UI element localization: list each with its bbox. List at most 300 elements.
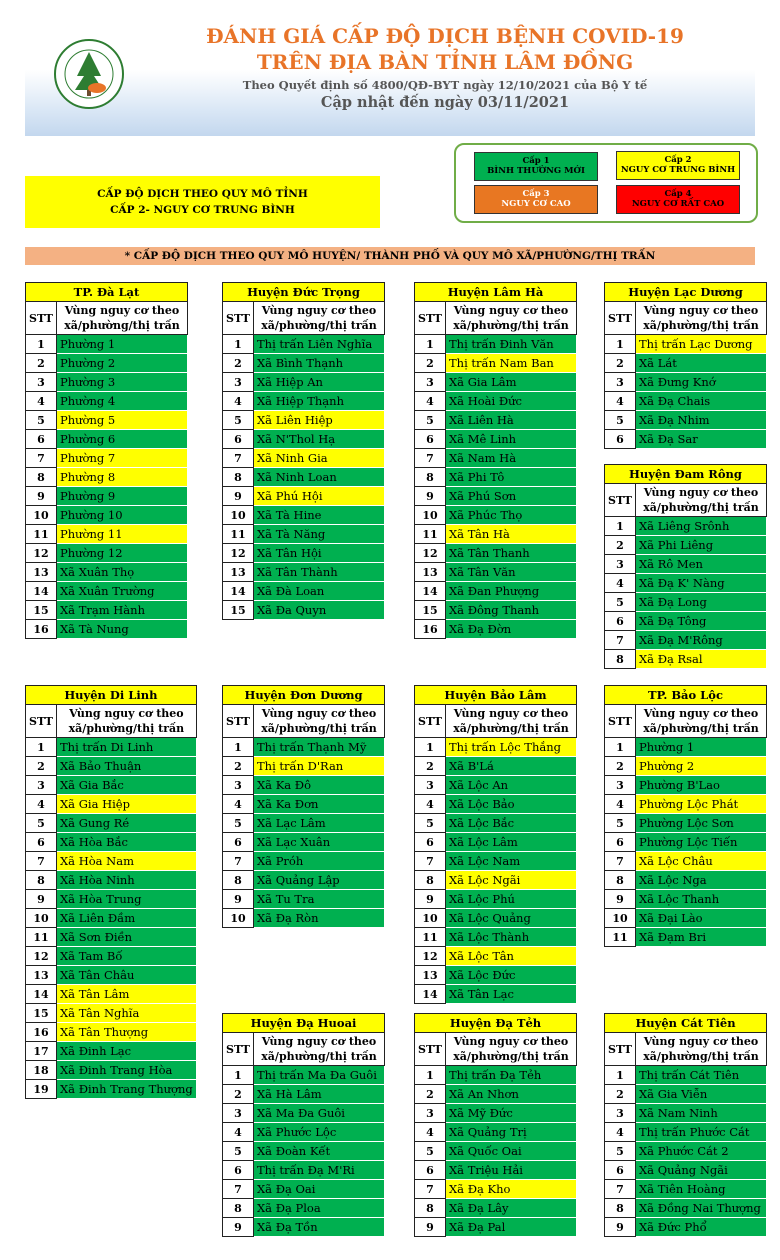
- row-number: 4: [605, 574, 636, 593]
- row-number: 1: [26, 738, 57, 757]
- commune-name: Thị trấn Ma Đa Guôi: [254, 1066, 385, 1085]
- district-name: Huyện Đạ Tẻh: [415, 1014, 577, 1033]
- row-number: 14: [223, 582, 254, 601]
- commune-name: Xã Lộc Thành: [446, 928, 577, 947]
- table-row: [415, 738, 577, 757]
- row-number: 16: [26, 620, 57, 639]
- commune-name: Phường B'Lao: [636, 776, 767, 795]
- row-number: 3: [223, 373, 254, 392]
- row-number: 11: [415, 525, 446, 544]
- district-table: [25, 282, 188, 639]
- area-header: Vùng nguy cơ theo xã/phường/thị trấn: [254, 1033, 385, 1066]
- area-header: Vùng nguy cơ theo xã/phường/thị trấn: [57, 705, 197, 738]
- commune-name: Xã Lộc Bảo: [446, 795, 577, 814]
- table-row: [223, 890, 385, 909]
- row-number: 4: [26, 795, 57, 814]
- commune-name: Phường 10: [57, 506, 188, 525]
- legend-level-3-title: Cấp 3: [522, 189, 550, 199]
- table-row: [415, 620, 577, 639]
- row-number: 9: [415, 890, 446, 909]
- commune-name: Thị trấn Thạnh Mỹ: [254, 738, 385, 757]
- row-number: 2: [605, 1085, 636, 1104]
- commune-name: Phường 5: [57, 411, 188, 430]
- table-row: [223, 738, 385, 757]
- table-row: [26, 430, 188, 449]
- table-row: [605, 335, 767, 354]
- title-line-1: ĐÁNH GIÁ CẤP ĐỘ DỊCH BỆNH COVID-19: [206, 24, 684, 48]
- commune-name: Xã Triệu Hải: [446, 1161, 577, 1180]
- commune-name: Xã Nam Ninh: [636, 1104, 767, 1123]
- commune-name: Xã Hà Lâm: [254, 1085, 385, 1104]
- table-row: [223, 1085, 385, 1104]
- commune-name: Xã Nam Hà: [446, 449, 577, 468]
- row-number: 3: [605, 776, 636, 795]
- table-row: [605, 1066, 767, 1085]
- table-row: [26, 966, 197, 985]
- row-number: 15: [26, 1004, 57, 1023]
- row-number: 7: [415, 1180, 446, 1199]
- commune-name: Xã Ninh Gia: [254, 449, 385, 468]
- table-row: [415, 947, 577, 966]
- row-number: 2: [223, 757, 254, 776]
- commune-name: Xã N'Thol Hạ: [254, 430, 385, 449]
- row-number: 13: [26, 563, 57, 582]
- commune-name: Xã Liên Đầm: [57, 909, 197, 928]
- row-number: 5: [605, 814, 636, 833]
- commune-name: Xã Quảng Ngãi: [636, 1161, 767, 1180]
- legend: [454, 143, 758, 223]
- row-number: 2: [415, 1085, 446, 1104]
- table-row: [605, 738, 767, 757]
- table-row: [415, 1066, 577, 1085]
- row-number: 8: [605, 650, 636, 669]
- legend-level-1-label: BÌNH THƯỜNG MỚI: [487, 166, 585, 176]
- table-row: [26, 890, 197, 909]
- table-row: [415, 985, 577, 1004]
- commune-name: Xã Liên Hà: [446, 411, 577, 430]
- table-row: [415, 601, 577, 620]
- table-row: [415, 757, 577, 776]
- province-level-value: CẤP 2- NGUY CƠ TRUNG BÌNH: [110, 204, 295, 216]
- table-row: [26, 487, 188, 506]
- commune-name: Xã Tân Lâm: [57, 985, 197, 1004]
- table-row: [26, 563, 188, 582]
- table-row: [26, 985, 197, 1004]
- table-row: [223, 582, 385, 601]
- table-row: [415, 563, 577, 582]
- commune-name: Xã Tân Thanh: [446, 544, 577, 563]
- table-row: [26, 373, 188, 392]
- row-number: 6: [605, 430, 636, 449]
- table-row: [223, 871, 385, 890]
- commune-name: Xã Quảng Trị: [446, 1123, 577, 1142]
- commune-name: Phường 6: [57, 430, 188, 449]
- row-number: 1: [605, 335, 636, 354]
- area-header: Vùng nguy cơ theo xã/phường/thị trấn: [636, 1033, 767, 1066]
- table-row: [223, 852, 385, 871]
- commune-name: Xã B'Lá: [446, 757, 577, 776]
- commune-name: Phường Lộc Phát: [636, 795, 767, 814]
- table-row: [26, 1042, 197, 1061]
- row-number: 11: [605, 928, 636, 947]
- commune-name: Xã Ka Đơn: [254, 795, 385, 814]
- row-number: 1: [223, 738, 254, 757]
- commune-name: Thị trấn Đạ M'Ri: [254, 1161, 385, 1180]
- commune-name: Xã Đa Quyn: [254, 601, 385, 620]
- table-row: [605, 1104, 767, 1123]
- table-row: [26, 1061, 197, 1080]
- commune-name: Xã Đà Loan: [254, 582, 385, 601]
- table-row: [223, 373, 385, 392]
- commune-name: Xã Bảo Thuận: [57, 757, 197, 776]
- table-row: [223, 909, 385, 928]
- commune-name: Thị trấn Nam Ban: [446, 354, 577, 373]
- row-number: 9: [415, 1218, 446, 1237]
- row-number: 5: [26, 411, 57, 430]
- table-row: [26, 449, 188, 468]
- row-number: 8: [415, 1199, 446, 1218]
- table-row: [223, 468, 385, 487]
- table-row: [223, 1180, 385, 1199]
- commune-name: Phường Lộc Sơn: [636, 814, 767, 833]
- commune-name: Phường 1: [57, 335, 188, 354]
- header-banner: [25, 16, 755, 136]
- row-number: 10: [605, 909, 636, 928]
- commune-name: Thị trấn Cát Tiên: [636, 1066, 767, 1085]
- district-table: [604, 1013, 767, 1237]
- commune-name: Xã Đạ K' Nàng: [636, 574, 767, 593]
- table-row: [415, 1123, 577, 1142]
- row-number: 7: [605, 852, 636, 871]
- legend-level-3-label: NGUY CƠ CAO: [501, 199, 571, 209]
- table-row: [415, 335, 577, 354]
- row-number: 2: [605, 536, 636, 555]
- stt-header: STT: [415, 302, 446, 335]
- row-number: 3: [605, 1104, 636, 1123]
- commune-name: Xã Lộc Thanh: [636, 890, 767, 909]
- commune-name: Xã Tân Châu: [57, 966, 197, 985]
- table-row: [605, 1161, 767, 1180]
- table-row: [223, 449, 385, 468]
- commune-name: Xã Đinh Trang Hòa: [57, 1061, 197, 1080]
- row-number: 2: [223, 354, 254, 373]
- commune-name: Xã Sơn Điền: [57, 928, 197, 947]
- commune-name: Phường 7: [57, 449, 188, 468]
- table-row: [26, 757, 197, 776]
- row-number: 18: [26, 1061, 57, 1080]
- district-table: [222, 685, 385, 928]
- row-number: 9: [605, 890, 636, 909]
- table-row: [605, 1218, 767, 1237]
- row-number: 3: [26, 776, 57, 795]
- row-number: 8: [223, 1199, 254, 1218]
- row-number: 10: [223, 909, 254, 928]
- row-number: 13: [26, 966, 57, 985]
- district-name: Huyện Cát Tiên: [605, 1014, 767, 1033]
- row-number: 3: [415, 776, 446, 795]
- table-row: [605, 650, 767, 669]
- table-row: [605, 776, 767, 795]
- commune-name: Xã An Nhơn: [446, 1085, 577, 1104]
- row-number: 7: [223, 1180, 254, 1199]
- row-number: 13: [415, 563, 446, 582]
- row-number: 5: [605, 411, 636, 430]
- row-number: 8: [415, 468, 446, 487]
- row-number: 6: [223, 833, 254, 852]
- commune-name: Thị trấn Phước Cát: [636, 1123, 767, 1142]
- row-number: 1: [415, 1066, 446, 1085]
- area-header: Vùng nguy cơ theo xã/phường/thị trấn: [254, 302, 385, 335]
- table-row: [415, 909, 577, 928]
- row-number: 8: [605, 871, 636, 890]
- table-row: [223, 392, 385, 411]
- district-name: Huyện Di Linh: [26, 686, 197, 705]
- commune-name: Xã Đạ Đờn: [446, 620, 577, 639]
- commune-name: Xã Lộc Quảng: [446, 909, 577, 928]
- row-number: 3: [605, 373, 636, 392]
- commune-name: Xã Quảng Lập: [254, 871, 385, 890]
- row-number: 19: [26, 1080, 57, 1099]
- row-number: 1: [605, 1066, 636, 1085]
- row-number: 4: [223, 392, 254, 411]
- row-number: 16: [415, 620, 446, 639]
- row-number: 13: [223, 563, 254, 582]
- table-row: [605, 392, 767, 411]
- district-name: Huyện Đức Trọng: [223, 283, 385, 302]
- commune-name: Xã Lộc Nga: [636, 871, 767, 890]
- commune-name: Phường 4: [57, 392, 188, 411]
- district-name: Huyện Đơn Dương: [223, 686, 385, 705]
- commune-name: Xã Hòa Ninh: [57, 871, 197, 890]
- table-row: [415, 544, 577, 563]
- stt-header: STT: [415, 1033, 446, 1066]
- commune-name: Xã Đạ Sar: [636, 430, 767, 449]
- row-number: 10: [26, 506, 57, 525]
- commune-name: Xã Phi Tô: [446, 468, 577, 487]
- row-number: 9: [605, 1218, 636, 1237]
- table-row: [605, 928, 767, 947]
- table-row: [415, 776, 577, 795]
- legend-level-2-label: NGUY CƠ TRUNG BÌNH: [620, 165, 736, 175]
- table-row: [26, 738, 197, 757]
- table-row: [605, 574, 767, 593]
- district-name: Huyện Lạc Dương: [605, 283, 767, 302]
- table-row: [415, 795, 577, 814]
- commune-name: Xã Lộc An: [446, 776, 577, 795]
- commune-name: Xã Próh: [254, 852, 385, 871]
- row-number: 11: [26, 928, 57, 947]
- stt-header: STT: [605, 484, 636, 517]
- commune-name: Phường 3: [57, 373, 188, 392]
- table-row: [26, 871, 197, 890]
- section-banner: * CẤP ĐỘ DỊCH THEO QUY MÔ HUYỆN/ THÀNH PHỐ VÀ QUY MÔ XÃ/PHƯỜNG/THỊ TRẤN: [25, 247, 755, 265]
- commune-name: Thị trấn Đinh Văn: [446, 335, 577, 354]
- row-number: 12: [415, 947, 446, 966]
- row-number: 9: [415, 487, 446, 506]
- commune-name: Xã Gung Ré: [57, 814, 197, 833]
- row-number: 2: [26, 354, 57, 373]
- table-row: [223, 525, 385, 544]
- commune-name: Xã Ka Đô: [254, 776, 385, 795]
- table-row: [415, 928, 577, 947]
- row-number: 6: [415, 833, 446, 852]
- district-name: Huyện Đạ Huoai: [223, 1014, 385, 1033]
- table-row: [26, 506, 188, 525]
- table-row: [26, 411, 188, 430]
- commune-name: Thị trấn Đạ Tẻh: [446, 1066, 577, 1085]
- district-table: [414, 282, 577, 639]
- row-number: 5: [605, 593, 636, 612]
- commune-name: Xã Tân Hội: [254, 544, 385, 563]
- province-level-title: CẤP ĐỘ DỊCH THEO QUY MÔ TỈNH: [97, 188, 308, 200]
- table-row: [605, 1142, 767, 1161]
- table-row: [26, 795, 197, 814]
- row-number: 2: [415, 354, 446, 373]
- table-row: [415, 852, 577, 871]
- commune-name: Xã Đạ Pal: [446, 1218, 577, 1237]
- row-number: 6: [223, 1161, 254, 1180]
- table-row: [223, 487, 385, 506]
- commune-name: Xã Lạc Lâm: [254, 814, 385, 833]
- row-number: 4: [415, 1123, 446, 1142]
- commune-name: Phường 2: [57, 354, 188, 373]
- row-number: 6: [605, 833, 636, 852]
- commune-name: Xã Lạc Xuân: [254, 833, 385, 852]
- commune-name: Xã Mê Linh: [446, 430, 577, 449]
- commune-name: Xã Gia Lâm: [446, 373, 577, 392]
- row-number: 10: [26, 909, 57, 928]
- commune-name: Phường 8: [57, 468, 188, 487]
- commune-name: Xã Phước Cát 2: [636, 1142, 767, 1161]
- table-row: [605, 1085, 767, 1104]
- row-number: 3: [415, 373, 446, 392]
- table-row: [223, 757, 385, 776]
- area-header: Vùng nguy cơ theo xã/phường/thị trấn: [636, 705, 767, 738]
- commune-name: Xã Đạ Oai: [254, 1180, 385, 1199]
- province-level-box: [25, 176, 380, 228]
- table-row: [605, 555, 767, 574]
- row-number: 8: [223, 871, 254, 890]
- district-table: [604, 685, 767, 947]
- table-row: [605, 1123, 767, 1142]
- table-row: [415, 833, 577, 852]
- row-number: 15: [415, 601, 446, 620]
- legend-level-2-title: Cấp 2: [664, 155, 692, 165]
- table-row: [415, 1218, 577, 1237]
- row-number: 2: [223, 1085, 254, 1104]
- table-row: [605, 909, 767, 928]
- area-header: Vùng nguy cơ theo xã/phường/thị trấn: [636, 484, 767, 517]
- table-row: [415, 468, 577, 487]
- table-row: [223, 354, 385, 373]
- district-table: [222, 1013, 385, 1237]
- commune-name: Xã Lộc Bắc: [446, 814, 577, 833]
- commune-name: Xã Ninh Loan: [254, 468, 385, 487]
- district-table: [414, 685, 577, 1004]
- row-number: 3: [26, 373, 57, 392]
- commune-name: Xã Tân Thành: [254, 563, 385, 582]
- table-row: [26, 833, 197, 852]
- commune-name: Xã Lộc Châu: [636, 852, 767, 871]
- row-number: 10: [223, 506, 254, 525]
- row-number: 5: [223, 411, 254, 430]
- commune-name: Xã Tà Hine: [254, 506, 385, 525]
- row-number: 12: [26, 544, 57, 563]
- table-row: [605, 517, 767, 536]
- table-row: [605, 871, 767, 890]
- commune-name: Xã Phúc Thọ: [446, 506, 577, 525]
- commune-name: Xã Lộc Ngãi: [446, 871, 577, 890]
- table-row: [415, 1180, 577, 1199]
- table-row: [605, 814, 767, 833]
- stt-header: STT: [223, 302, 254, 335]
- commune-name: Phường 1: [636, 738, 767, 757]
- table-row: [26, 582, 188, 601]
- commune-name: Xã Đạ Kho: [446, 1180, 577, 1199]
- row-number: 3: [415, 1104, 446, 1123]
- table-row: [26, 620, 188, 639]
- row-number: 13: [415, 966, 446, 985]
- table-row: [223, 795, 385, 814]
- commune-name: Xã Tân Văn: [446, 563, 577, 582]
- commune-name: Xã Hiệp Thạnh: [254, 392, 385, 411]
- commune-name: Xã Gia Bắc: [57, 776, 197, 795]
- row-number: 4: [223, 1123, 254, 1142]
- commune-name: Xã Hòa Bắc: [57, 833, 197, 852]
- row-number: 8: [223, 468, 254, 487]
- commune-name: Xã Đạm Bri: [636, 928, 767, 947]
- row-number: 16: [26, 1023, 57, 1042]
- row-number: 6: [415, 1161, 446, 1180]
- row-number: 6: [605, 612, 636, 631]
- stt-header: STT: [605, 302, 636, 335]
- row-number: 4: [415, 795, 446, 814]
- row-number: 7: [223, 449, 254, 468]
- commune-name: Xã Phú Sơn: [446, 487, 577, 506]
- commune-name: Xã Liêng Srônh: [636, 517, 767, 536]
- table-row: [415, 487, 577, 506]
- table-row: [605, 1199, 767, 1218]
- row-number: 3: [605, 555, 636, 574]
- commune-name: Xã Tân Hà: [446, 525, 577, 544]
- commune-name: Xã Lộc Tân: [446, 947, 577, 966]
- row-number: 7: [415, 852, 446, 871]
- table-row: [223, 430, 385, 449]
- table-row: [26, 468, 188, 487]
- commune-name: Xã Đồng Nai Thượng: [636, 1199, 767, 1218]
- commune-name: Thị trấn Liên Nghĩa: [254, 335, 385, 354]
- table-row: [26, 814, 197, 833]
- row-number: 4: [26, 392, 57, 411]
- commune-name: Phường 12: [57, 544, 188, 563]
- commune-name: Thị trấn Lộc Thắng: [446, 738, 577, 757]
- district-table: [604, 464, 767, 669]
- table-row: [223, 506, 385, 525]
- table-row: [605, 612, 767, 631]
- commune-name: Xã Gia Hiệp: [57, 795, 197, 814]
- table-row: [26, 947, 197, 966]
- commune-name: Xã Lát: [636, 354, 767, 373]
- table-row: [415, 354, 577, 373]
- row-number: 12: [415, 544, 446, 563]
- commune-name: Xã Đạ Tông: [636, 612, 767, 631]
- row-number: 6: [223, 430, 254, 449]
- district-table: [222, 282, 385, 620]
- row-number: 5: [415, 814, 446, 833]
- row-number: 6: [415, 430, 446, 449]
- table-row: [223, 1142, 385, 1161]
- area-header: Vùng nguy cơ theo xã/phường/thị trấn: [446, 1033, 577, 1066]
